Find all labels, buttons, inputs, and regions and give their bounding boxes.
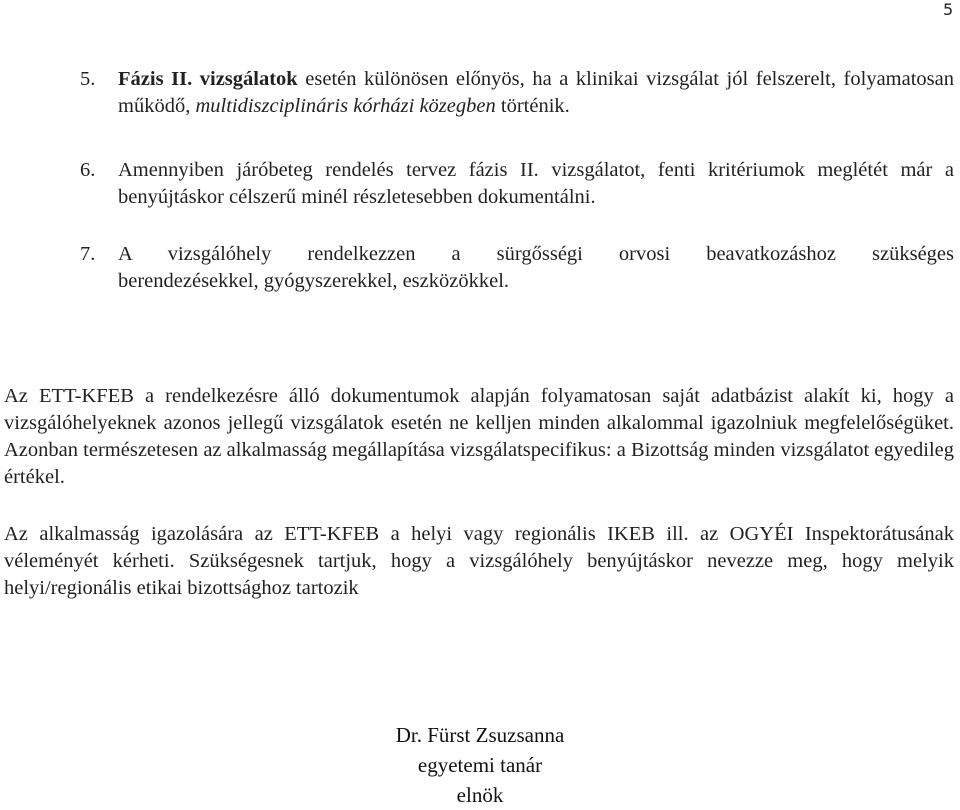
- emphasis-italic: multidiszciplináris kórházi közegben: [195, 95, 496, 117]
- list-item-body: Amennyiben járóbeteg rendelés tervez fázis II. vizsgálatot, fenti kritériumok meglétét már a benyújtáskor célszerű minél részletesebben dokumentálni.: [118, 159, 954, 208]
- list-item-6: [80, 157, 954, 211]
- page-number: 5: [943, 0, 954, 19]
- emphasis-bold: Fázis II. vizsgálatok: [118, 68, 298, 90]
- signatory-role: elnök: [456, 783, 504, 807]
- signatory-name: Dr. Fürst Zsuzsanna: [395, 723, 565, 747]
- list-item-text: esetén különösen előnyös, ha a klinikai vizsgálat jól felszerelt, folyamatosan működő,: [118, 68, 954, 117]
- list-item-number: 6.: [80, 159, 96, 181]
- signatory-title: egyetemi tanár: [417, 753, 543, 777]
- paragraph-suitability: Az alkalmasság igazolására az ETT-KFEB a helyi vagy regionális IKEB ill. az OGYÉI Inspektorátusának véleményét kérheti. Szükségesnek tartjuk, hogy a vizsgálóhely benyújtáskor nevezze meg, hogy melyik helyi/regionális etikai bizottsághoz tartozik: [4, 523, 954, 599]
- list-item-number: 5.: [80, 68, 96, 90]
- list-item-number: 7.: [80, 243, 96, 265]
- paragraph-database: Az ETT-KFEB a rendelkezésre álló dokumentumok alapján folyamatosan saját adatbázist alakít ki, hogy a vizsgálóhelyeknek azonos jellegű vizsgálatok esetén ne kelljen minden alkalommal igazolniuk megfelelőségüket. Azonban természetesen az alkalmasság megállapítása vizsgálatspecifikus: a Bizottság minden vizsgálatot egyedileg értékel.: [4, 385, 954, 488]
- list-item-text-end: történik.: [495, 95, 570, 117]
- list-item-line: A vizsgálóhely rendelkezzen a sürgősségi orvosi beavatkozáshoz szükséges: [118, 243, 954, 265]
- list-item-line: berendezésekkel, gyógyszerekkel, eszközökkel.: [118, 270, 510, 292]
- list-item-7: [80, 241, 954, 295]
- signature-block: [340, 720, 620, 810]
- list-item-body: [118, 66, 954, 120]
- list-item-5: [80, 66, 954, 120]
